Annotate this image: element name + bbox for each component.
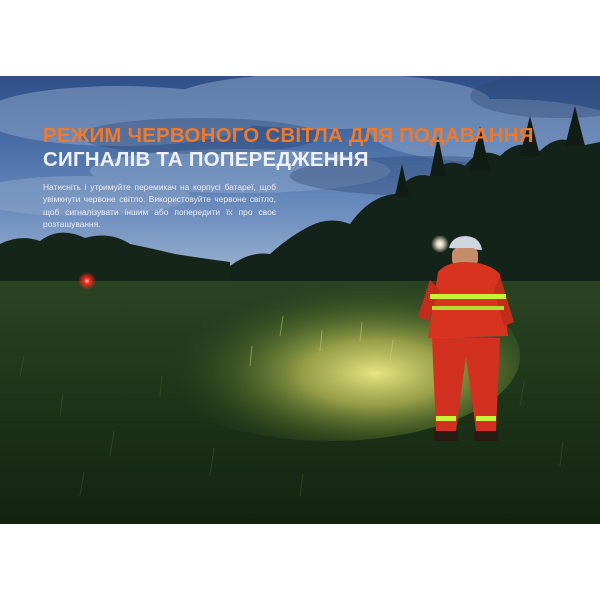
headline-line-2: СИГНАЛІВ ТА ПОПЕРЕДЖЕННЯ: [43, 148, 369, 171]
red-signal-light: [78, 272, 96, 290]
body-paragraph: Натисніть і утримуйте перемикач на корпусі батареї, щоб увімкнути червоне світло. Використовуйте червоне світло, щоб сигналізувати іншим або попередити їх про своє розташування.: [43, 182, 276, 230]
headline-line-1: РЕЖИМ ЧЕРВОНОГО СВІТЛА ДЛЯ ПОДАВАННЯ: [43, 124, 534, 147]
headline: [43, 124, 534, 172]
